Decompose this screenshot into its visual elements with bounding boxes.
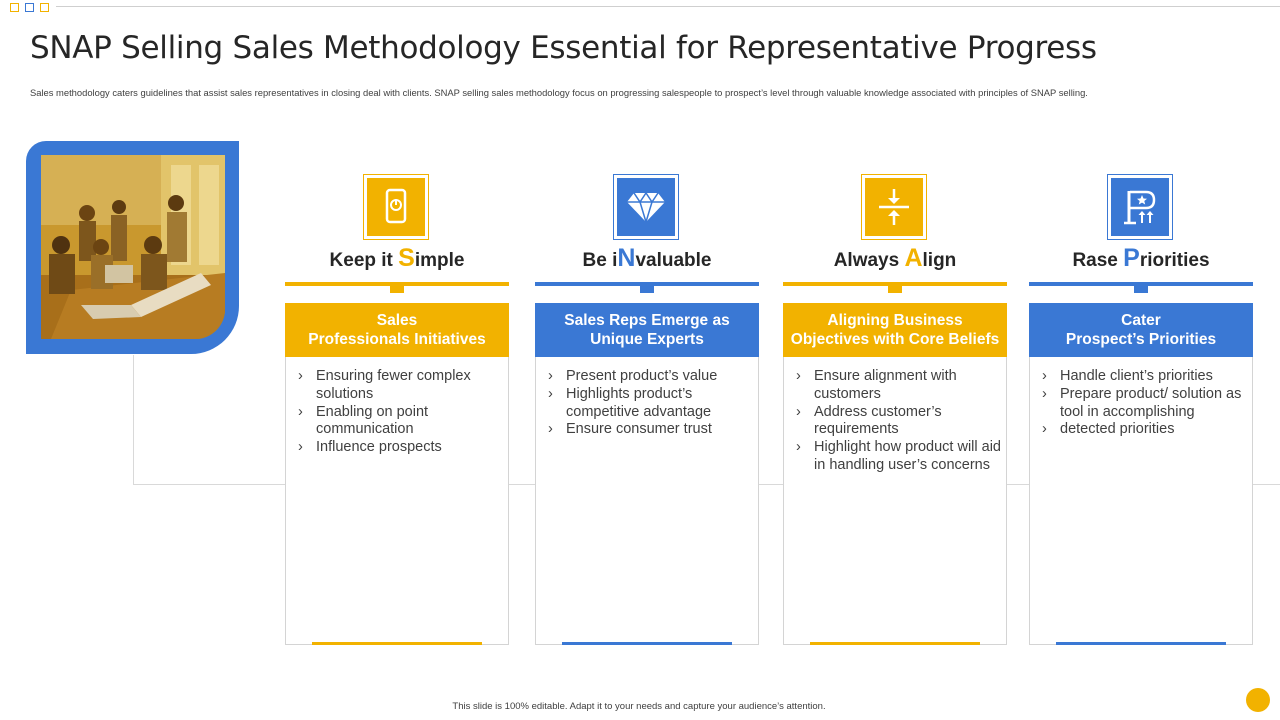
- card-title-line: Objectives with Core Beliefs: [790, 331, 1000, 348]
- footer-note: This slide is 100% editable. Adapt it to your needs and capture your audience’s attention.: [452, 701, 826, 712]
- heading-text: valuable: [635, 250, 712, 271]
- mobile-power-icon: [367, 178, 425, 236]
- heading-text: Always: [833, 250, 905, 271]
- column-card: [535, 303, 759, 645]
- column-heading: [783, 244, 1007, 273]
- list-item: › Address customer’s requirements: [794, 404, 1002, 440]
- heading-letter: N: [617, 244, 636, 272]
- column-heading: [535, 244, 759, 273]
- column-always-align: [783, 170, 1007, 648]
- card-title: [1029, 303, 1253, 357]
- rule-tab: [390, 286, 404, 293]
- heading-text: riorities: [1139, 250, 1210, 271]
- bullet-list: [296, 368, 504, 457]
- column-heading: [1029, 244, 1253, 273]
- card-title: [783, 303, 1007, 357]
- list-item: › Ensure consumer trust: [546, 421, 754, 439]
- card-footer-bar: [1056, 642, 1226, 645]
- heading-text: Rase: [1072, 250, 1124, 271]
- icon-frame: [1107, 174, 1173, 240]
- column-card: [1029, 303, 1253, 645]
- heading-text: Keep it: [329, 250, 399, 271]
- column-rase-priorities: [1029, 170, 1253, 648]
- list-item: › Highlights product’s competitive advantage: [546, 386, 754, 422]
- bullet-list: [1040, 368, 1248, 439]
- list-item: › Ensure alignment with customers: [794, 368, 1002, 404]
- card-title-line: Professionals Initiatives: [308, 331, 486, 348]
- page-subtitle: Sales methodology caters guidelines that assist sales representatives in closing deal with clients. SNAP selling sales methodology focus on progressing salespeople to prospect’s level through valuable knowledge associated with principles of SNAP selling.: [30, 87, 1088, 98]
- list-item: › Highlight how product will aid in handling user’s concerns: [794, 439, 1002, 475]
- list-item: › Influence prospects: [296, 439, 504, 457]
- icon-frame: [363, 174, 429, 240]
- rule-tab: [888, 286, 902, 293]
- list-item: › Handle client’s priorities: [1040, 368, 1248, 386]
- card-title-line: Aligning Business: [827, 312, 963, 329]
- card-footer-bar: [312, 642, 482, 645]
- corner-square-icon: [25, 3, 34, 12]
- list-item: › Prepare product/ solution as tool in accomplishing: [1040, 386, 1248, 422]
- card-title-line: Cater: [1121, 312, 1161, 329]
- heading-letter: A: [904, 244, 923, 272]
- heading-text: lign: [922, 250, 957, 271]
- card-title-line: Prospect’s Priorities: [1065, 331, 1217, 348]
- diamond-icon: [617, 178, 675, 236]
- card-title-line: Unique Experts: [590, 331, 704, 348]
- rule-tab: [1134, 286, 1148, 293]
- column-card: [783, 303, 1007, 645]
- heading-letter: P: [1123, 244, 1140, 272]
- icon-frame: [861, 174, 927, 240]
- card-title: [285, 303, 509, 357]
- list-item: › Enabling on point communication: [296, 404, 504, 440]
- top-rule: [56, 6, 1280, 7]
- list-item: › Ensuring fewer complex solutions: [296, 368, 504, 404]
- list-item: › detected priorities: [1040, 421, 1248, 439]
- corner-dot-icon: [1246, 688, 1270, 712]
- corner-square-icon: [10, 3, 19, 12]
- icon-frame: [613, 174, 679, 240]
- corner-square-icon: [40, 3, 49, 12]
- column-keep-it-simple: [285, 170, 509, 648]
- heading-letter: S: [398, 244, 415, 272]
- connector-line: [133, 355, 134, 485]
- card-footer-bar: [810, 642, 980, 645]
- bullet-list: [546, 368, 754, 439]
- align-arrows-icon: [865, 178, 923, 236]
- page-title: SNAP Selling Sales Methodology Essential for Representative Progress: [30, 30, 1097, 66]
- card-title-line: Sales Reps Emerge as: [564, 312, 730, 329]
- card-title-line: Sales: [376, 312, 418, 329]
- heading-text: Be i: [582, 250, 618, 271]
- bullet-list: [794, 368, 1002, 475]
- column-card: [285, 303, 509, 645]
- column-be-invaluable: [535, 170, 759, 648]
- rule-tab: [640, 286, 654, 293]
- card-footer-bar: [562, 642, 732, 645]
- team-meeting-photo: [41, 155, 225, 339]
- card-title: [535, 303, 759, 357]
- heading-text: imple: [414, 250, 465, 271]
- list-item: › Present product’s value: [546, 368, 754, 386]
- column-heading: [285, 244, 509, 273]
- priority-flag-icon: [1111, 178, 1169, 236]
